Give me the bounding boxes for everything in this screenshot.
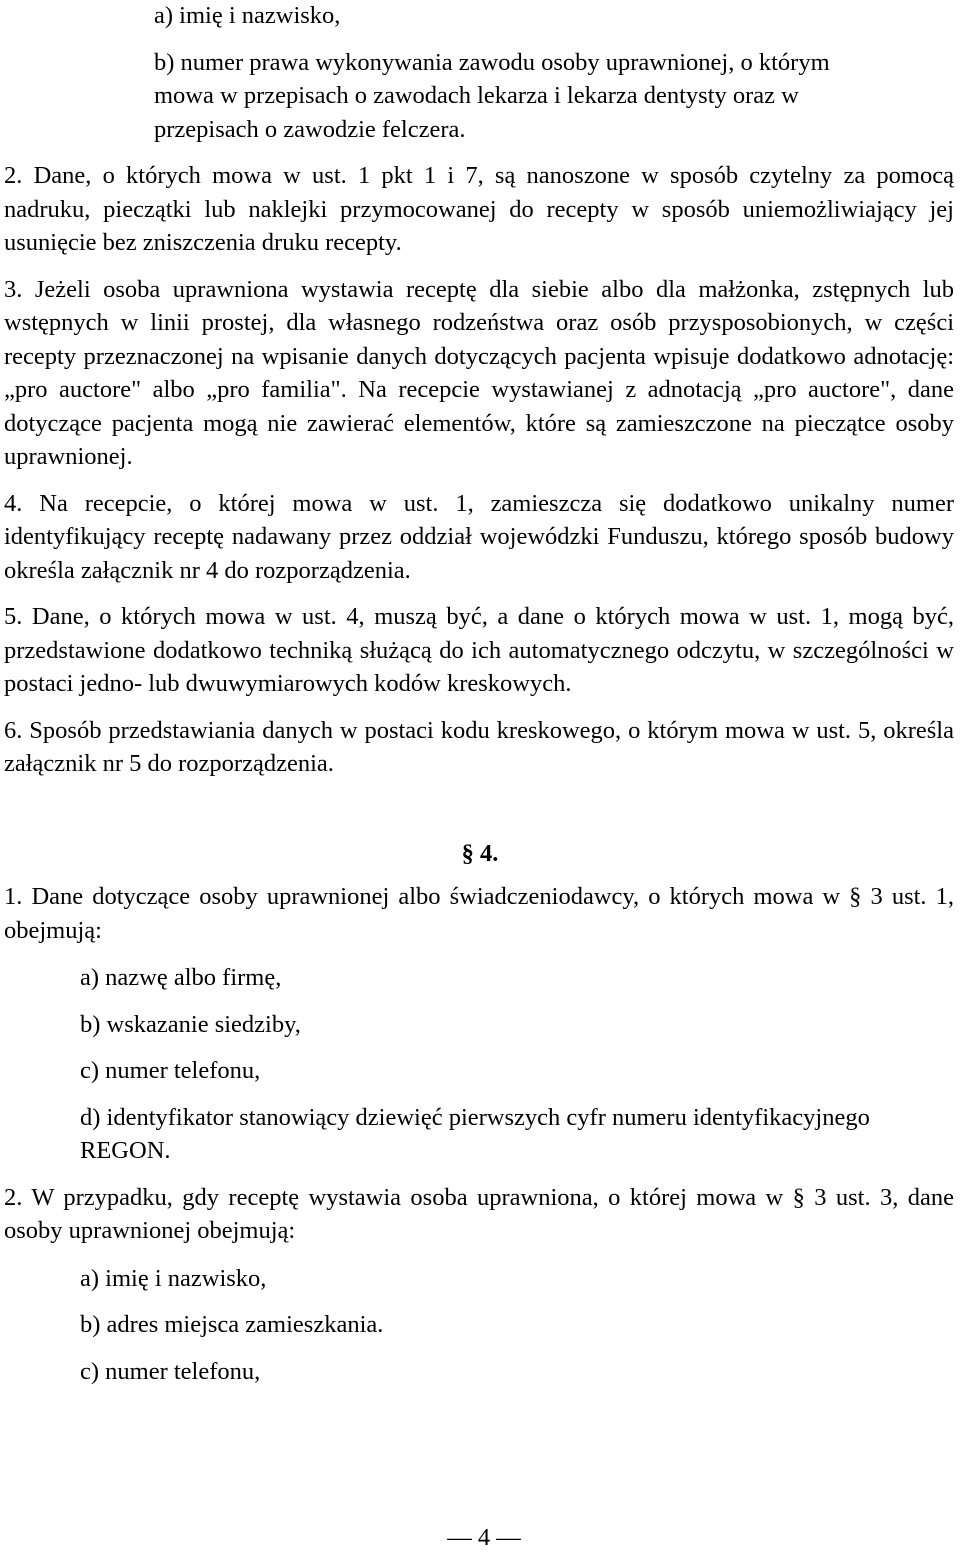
paragraph-4: 4. Na recepcie, o której mowa w ust. 1, zamieszcza się dodatkowo unikalny numer identyfikujący receptę nadawany przez oddział wojewódzki Funduszu, którego sposób budowy określa załącznik nr 4 do rozporządzenia.: [4, 489, 954, 584]
section-list1-item-c: c) numer telefonu,: [80, 1057, 261, 1084]
paragraph-6: 6. Sposób przedstawiania danych w postaci kodu kreskowego, o którym mowa w ust. 5, określa załącznik nr 5 do rozporządzenia.: [4, 716, 954, 777]
section-list2-item-a: a) imię i nazwisko,: [80, 1264, 267, 1292]
paragraph-2: 2. Dane, o których mowa w ust. 1 pkt 1 i 7, są nanoszone w sposób czytelny za pomocą nadruku, pieczątki lub naklejki przymocowanej do recepty w sposób uniemożliwiający jej usunięcie bez zniszczenia druku recepty.: [4, 162, 954, 256]
paragraph-3: 3. Jeżeli osoba uprawniona wystawia receptę dla siebie albo dla małżonka, zstępnych lub wstępnych w linii prostej, dla własnego rodzeństwa oraz osób przysposobionych, w części recepty przeznaczonej na wpisanie danych dotyczących pacjenta wpisuje dodatkowo adnotację: „pro auctore" albo „pro familia". Na recepcie wystawianej z adnotacją „pro auctore", dane dotyczące pacjenta mogą nie zawierać elementów, które są zamieszczone na pieczątce osoby uprawnionej.: [4, 275, 954, 470]
section-list2-item-b: b) adres miejsca zamieszkania.: [80, 1311, 384, 1338]
section-list1-item-b: b) wskazanie siedziby,: [80, 1010, 301, 1038]
section-list1-item-a: a) nazwę albo firmę,: [80, 964, 282, 991]
paragraph-5: 5. Dane, o których mowa w ust. 4, muszą być, a dane o których mowa w ust. 1, mogą być, przedstawione dodatkowo techniką służącą do ich automatycznego odczytu, w szczególności w postaci jedno- lub dwuwymiarowych kodów kreskowych.: [4, 603, 954, 697]
page-number: — 4 —: [447, 1524, 521, 1551]
section-heading: [4, 837, 954, 871]
list-item-a: a) imię i nazwisko,: [154, 2, 341, 29]
section-paragraph-2: 2. W przypadku, gdy receptę wystawia osoba uprawniona, o której mowa w § 3 ust. 3, dane osoby uprawnionej obejmują:: [4, 1183, 954, 1244]
section-list2-item-c: c) numer telefonu,: [80, 1357, 261, 1385]
list-item-b: b) numer prawa wykonywania zawodu osoby uprawnionej, o którym mowa w przepisach o zawodach lekarza i lekarza dentysty oraz w przepisach o zawodzie felczera.: [154, 48, 830, 143]
section-paragraph-1: 1. Dane dotyczące osoby uprawnionej albo świadczeniodawcy, o których mowa w § 3 ust. 1, obejmują:: [4, 883, 954, 944]
section-list1-item-d: d) identyfikator stanowiący dziewięć pierwszych cyfr numeru identyfikacyjnego REGON.: [80, 1103, 870, 1164]
section-heading-text: § 4.: [461, 839, 499, 867]
